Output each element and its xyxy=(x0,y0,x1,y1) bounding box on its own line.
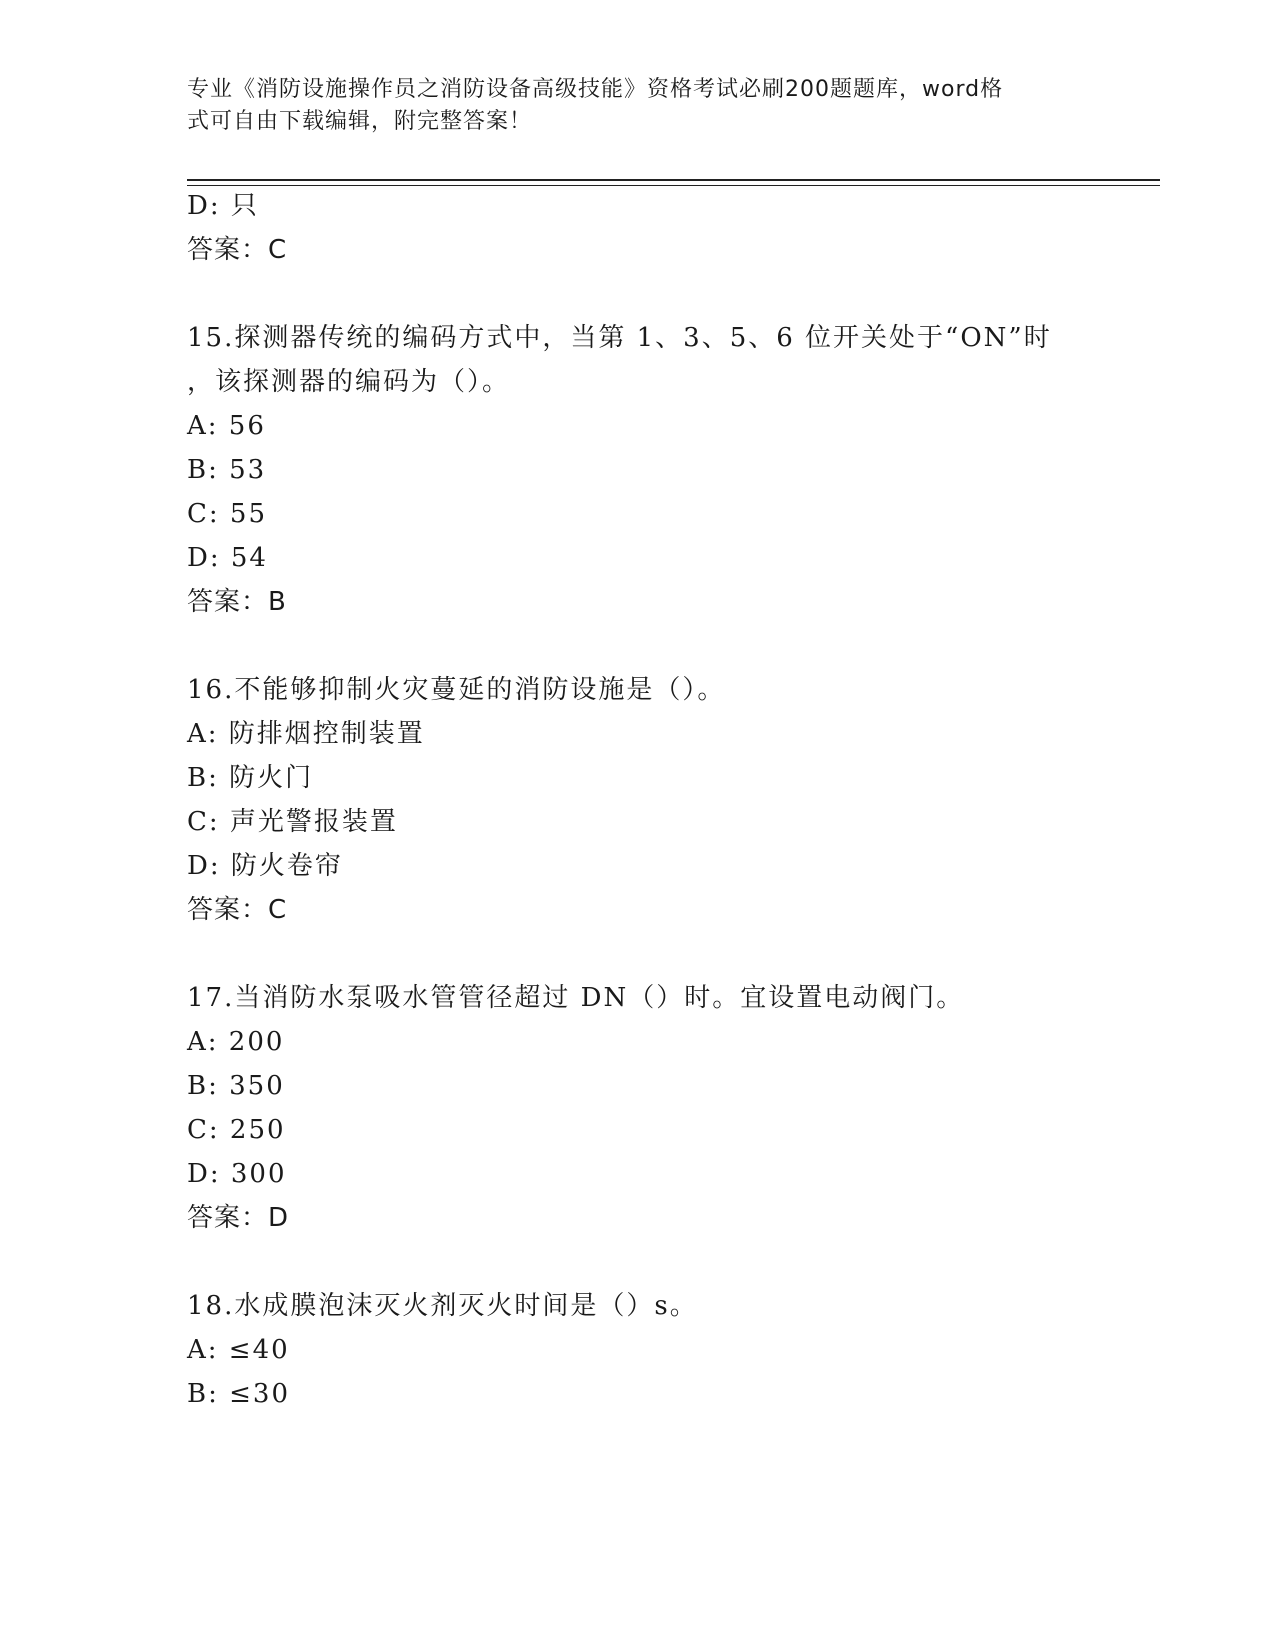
q16-option-b: B: 防火门 xyxy=(187,763,314,793)
q15-option-b: B: 53 xyxy=(187,455,267,485)
q17-option-b: B: 350 xyxy=(187,1071,285,1101)
q17-option-c: C: 250 xyxy=(187,1115,286,1145)
q15-option-d: D: 54 xyxy=(187,543,268,573)
document-header xyxy=(187,74,1087,138)
q16-stem: 16.不能够抑制火灾蔓延的消防设施是（）。 xyxy=(187,675,726,705)
q16-option-d: D: 防火卷帘 xyxy=(187,851,343,881)
q15-answer: 答案：B xyxy=(187,587,287,617)
header-divider-thin xyxy=(187,185,1160,186)
header-line-1: 专业《消防设施操作员之消防设备高级技能》资格考试必刷200题题库，word格 xyxy=(187,77,1004,102)
q14-option-d: D: 只 xyxy=(187,191,259,221)
q18-option-b: B: ≤30 xyxy=(187,1379,290,1409)
header-divider-thick xyxy=(187,179,1160,181)
q16-answer: 答案：C xyxy=(187,895,288,925)
q16-option-a: A: 防排烟控制装置 xyxy=(187,719,425,749)
q15-option-c: C: 55 xyxy=(187,499,268,529)
q17-option-d: D: 300 xyxy=(187,1159,287,1189)
q15-stem-line-2: ，该探测器的编码为（）。 xyxy=(187,367,511,397)
q17-option-a: A: 200 xyxy=(187,1027,285,1057)
q17-answer: 答案：D xyxy=(187,1203,290,1233)
q17-stem: 17.当消防水泵吸水管管径超过 DN（）时。宜设置电动阀门。 xyxy=(187,983,965,1013)
q15-stem-line-1: 15.探测器传统的编码方式中，当第 1、3、5、6 位开关处于“ON”时 xyxy=(187,323,1052,353)
q16-option-c: C: 声光警报装置 xyxy=(187,807,398,837)
header-line-2: 式可自由下载编辑，附完整答案！ xyxy=(187,109,533,134)
q18-option-a: A: ≤40 xyxy=(187,1335,290,1365)
q18-stem: 18.水成膜泡沫灭火剂灭火时间是（）s。 xyxy=(187,1291,698,1321)
q14-answer: 答案：C xyxy=(187,235,288,265)
q15-option-a: A: 56 xyxy=(187,411,266,441)
